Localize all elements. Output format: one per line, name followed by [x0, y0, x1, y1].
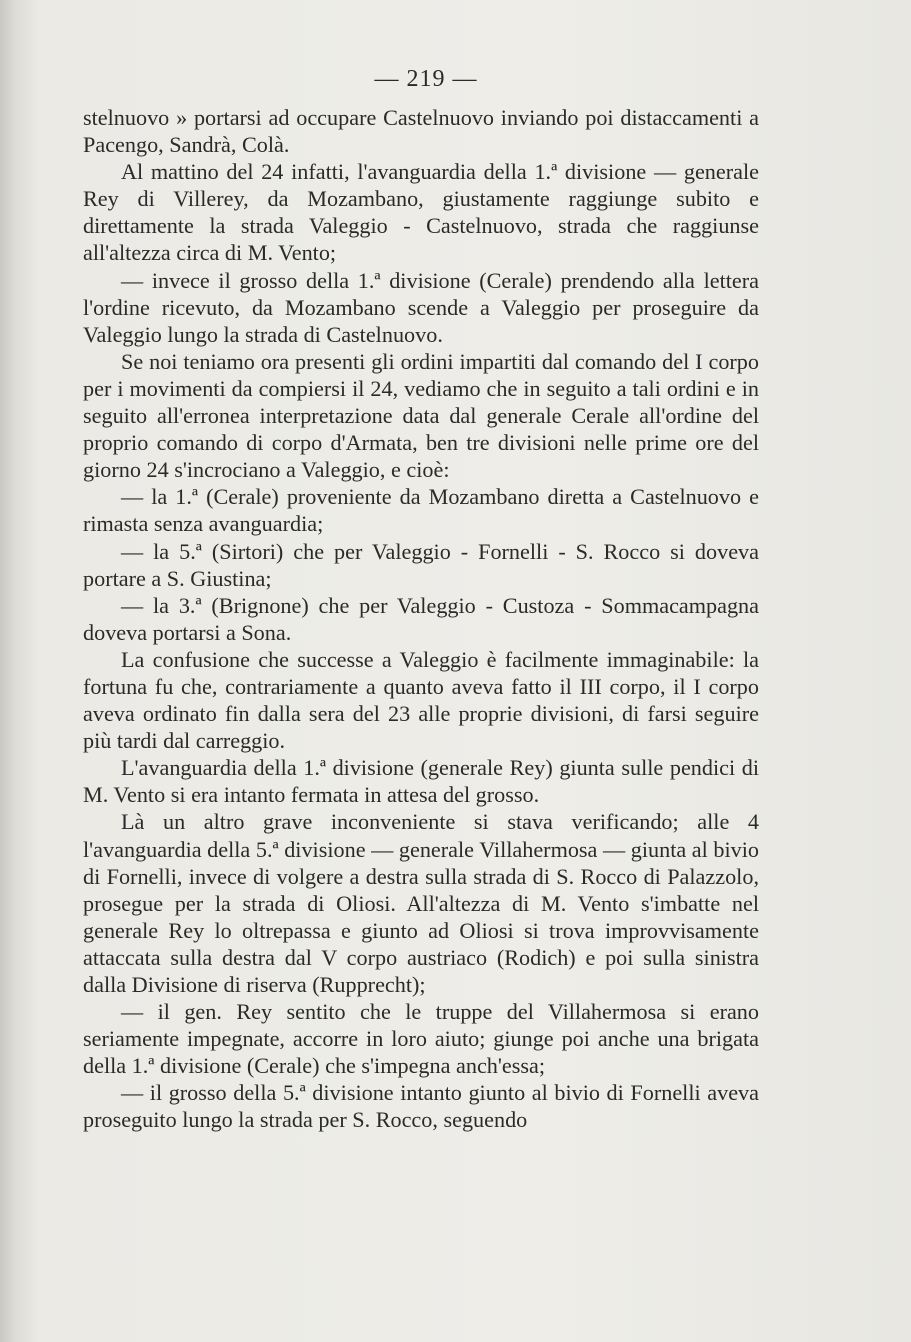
paragraph: Se noi teniamo ora presenti gli ordini impartiti dal comando del I corpo per i movimenti da compiersi il 24, vediamo che in seguito a tali ordini e in seguito all'erronea interpretazione data dal generale Cerale all'ordine del proprio comando di corpo d'Armata, ben tre divisioni nelle prime ore del giorno 24 s'incrociano a Valeggio, e cioè: — [83, 348, 759, 483]
paragraph: stelnuovo » portarsi ad occupare Castelnuovo inviando poi distaccamenti a Pacengo, Sandrà, Colà. — [83, 105, 759, 158]
paragraph: — la 5.ª (Sirtori) che per Valeggio - Fornelli - S. Rocco si doveva portare a S. Giustina; — [83, 538, 759, 591]
paragraph: Al mattino del 24 infatti, l'avanguardia della 1.ª divisione — generale Rey di Villerey, da Mozambano, giustamente raggiunge subito e direttamente la strada Valeggio - Castelnuovo, strada che raggiunse all'altezza circa di M. Vento; — [83, 159, 759, 266]
paragraph: Là un altro grave inconveniente si stava verificando; alle 4 l'avanguardia della 5.ª divisione — generale Villahermosa — giunta al bivio di Fornelli, invece di volgere a destra sulla strada di S. Rocco di Palazzolo, prosegue per la strada di Oliosi. All'altezza di M. Vento s'imbatte nel generale Rey lo oltrepassa e giunto ad Oliosi si trova improvvisamente attaccata sulla destra dal V corpo austriaco (Rodich) e poi sulla sinistra dalla Divisione di riserva (Rupprecht); — [83, 809, 759, 997]
paragraph: La confusione che successe a Valeggio è facilmente immaginabile: la fortuna fu che, contrariamente a quanto aveva fatto il III corpo, il I corpo aveva ordinato fin dalla sera del 23 alle proprie divisioni, di farsi seguire più tardi dal carreggio. — [83, 646, 759, 754]
paragraph: — il grosso della 5.ª divisione intanto giunto al bivio di Fornelli aveva proseguito lungo la strada per S. Rocco, seguendo — [83, 1080, 759, 1133]
paragraph: — il gen. Rey sentito che le truppe del Villahermosa si erano seriamente impegnate, accorre in loro aiuto; giunge poi anche una brigata della 1.ª divisione (Cerale) che s'impegna anch'essa; — [83, 999, 759, 1079]
paragraph: — la 3.ª (Brignone) che per Valeggio - Custoza - Sommacampagna doveva portarsi a Sona. — [83, 592, 759, 645]
paragraph: L'avanguardia della 1.ª divisione (generale Rey) giunta sulle pendici di M. Vento si era intanto fermata in attesa del grosso. — [83, 755, 759, 808]
page-number: — 219 — — [374, 66, 478, 92]
paragraph: — invece il grosso della 1.ª divisione (Cerale) prendendo alla lettera l'ordine ricevuto, da Mozambano scende a Valeggio per proseguire da Valeggio lungo la strada di Castelnuovo. — [83, 267, 759, 347]
body-text — [83, 104, 759, 1134]
paragraph: — la 1.ª (Cerale) proveniente da Mozambano diretta a Castelnuovo e rimasta senza avanguardia; — [83, 484, 759, 537]
